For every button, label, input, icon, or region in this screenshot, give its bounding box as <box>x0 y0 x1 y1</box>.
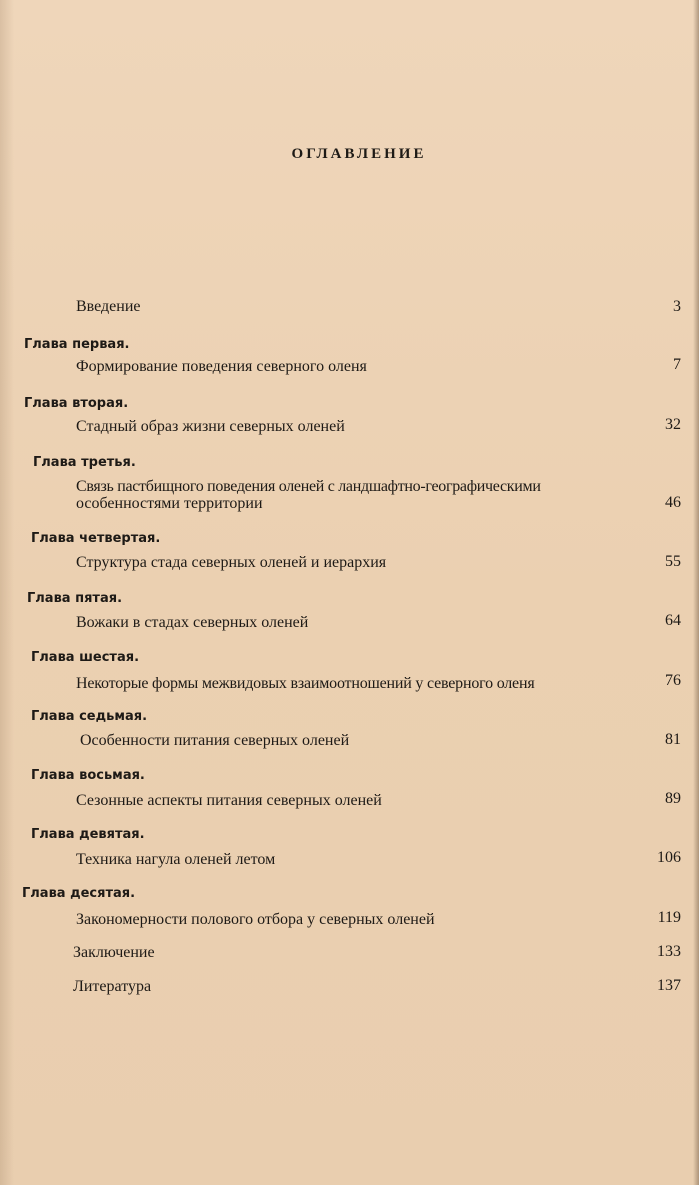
chapter-5-title: Вожаки в стадах северных оленей <box>76 614 309 631</box>
toc-entry-conclusion-page: 133 <box>657 943 681 960</box>
chapter-1-page: 7 <box>673 356 681 373</box>
chapter-6-label: Глава шестая. <box>31 650 140 665</box>
chapter-1-title: Формирование поведения северного оленя <box>76 358 367 375</box>
chapter-9-page: 106 <box>657 849 681 866</box>
toc-entry-conclusion-title: Заключение <box>73 944 155 961</box>
toc-entry-introduction-title: Введение <box>76 298 141 315</box>
chapter-10-page: 119 <box>657 909 681 926</box>
chapter-2-label: Глава вторая. <box>24 396 129 411</box>
chapter-2-title: Стадный образ жизни северных оленей <box>76 418 345 435</box>
page-edge-shadow-right <box>693 0 699 1185</box>
chapter-4-label: Глава четвертая. <box>31 531 161 546</box>
chapter-4-title: Структура стада северных оленей и иерархия <box>76 554 387 571</box>
chapter-5-label: Глава пятая. <box>27 591 123 606</box>
chapter-1-label: Глава первая. <box>24 337 130 352</box>
chapter-3-label: Глава третья. <box>33 455 136 470</box>
chapter-8-label: Глава восьмая. <box>31 768 145 783</box>
chapter-10-label: Глава десятая. <box>22 886 136 901</box>
chapter-9-label: Глава девятая. <box>31 827 145 842</box>
chapter-7-title: Особенности питания северных оленей <box>80 732 350 749</box>
chapter-7-page: 81 <box>665 731 681 748</box>
chapter-2-page: 32 <box>665 416 681 433</box>
chapter-3-title-line-2: особенностями территории <box>76 495 263 512</box>
toc-title: ОГЛАВЛЕНИЕ <box>291 146 427 162</box>
chapter-4-page: 55 <box>665 553 681 570</box>
chapter-6-page: 76 <box>665 672 681 689</box>
chapter-3-title-line-1: Связь пастбищного поведения оленей с ландшафтно-географическими <box>76 478 541 495</box>
chapter-7-label: Глава седьмая. <box>31 709 148 724</box>
chapter-10-title: Закономерности полового отбора у северных оленей <box>76 911 435 928</box>
toc-entry-literature-title: Литература <box>73 978 152 995</box>
chapter-8-page: 89 <box>665 790 681 807</box>
chapter-9-title: Техника нагула оленей летом <box>76 851 276 868</box>
chapter-3-page: 46 <box>665 494 681 511</box>
page-edge-shadow-left <box>0 0 14 1185</box>
chapter-5-page: 64 <box>665 612 681 629</box>
chapter-8-title: Сезонные аспекты питания северных оленей <box>76 792 382 809</box>
toc-entry-literature-page: 137 <box>657 977 681 994</box>
chapter-6-title: Некоторые формы межвидовых взаимоотношений у северного оленя <box>76 675 535 692</box>
toc-entry-introduction-page: 3 <box>673 298 681 315</box>
